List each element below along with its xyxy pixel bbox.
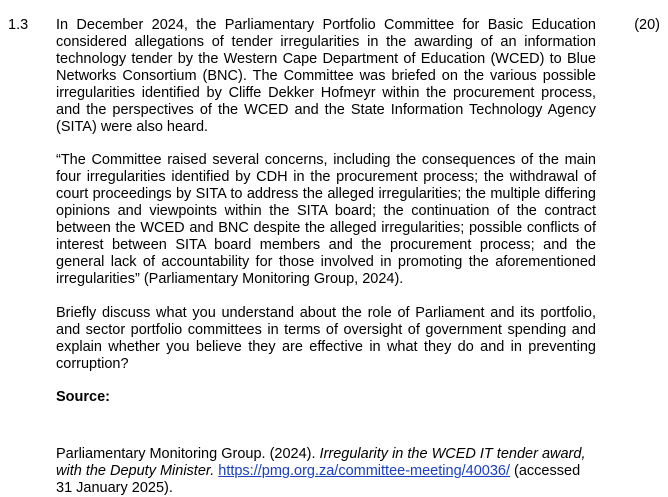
source-reference	[56, 446, 596, 497]
reference-link[interactable]: https://pmg.org.za/committee-meeting/40036/	[218, 463, 511, 479]
quote-paragraph: “The Committee raised several concerns, including the consequences of the main four irregularities identified by CDH in the procurement process; the withdrawal of court proceedings by SITA to address the alleged irregularities; the multiple differing opinions and viewpoints within the SITA board; the continuation of the contract between the WCED and BNC despite the alleged irregularities; possible conflicts of interest between SITA board members and the procurement process; and the general lack of accountability for those involved in promoting the aforementioned irregularities” (Parliamentary Monitoring Group, 2024).	[56, 152, 596, 287]
reference-author: Parliamentary Monitoring Group. (2024).	[56, 446, 320, 462]
question-content	[56, 17, 596, 497]
task-paragraph: Briefly discuss what you understand about the role of Parliament and its portfolio, and sector portfolio committees in terms of oversight of government spending and explain whether you believe they are effective in what they do and in preventing corruption?	[56, 305, 596, 372]
intro-paragraph: In December 2024, the Parliamentary Portfolio Committee for Basic Education considered allegations of tender irregularities in the awarding of an information technology tender by the Western Cape Department of Education (WCED) to Blue Networks Consortium (BNC). The Committee was briefed on the various possible irregularities identified by Cliffe Dekker Hofmeyr within the procurement process, and the perspectives of the WCED and the State Information Technology Agency (SITA) were also heard.	[56, 17, 596, 135]
question-number: 1.3	[8, 17, 29, 33]
question-marks: (20)	[634, 17, 660, 33]
source-label: Source:	[56, 389, 110, 405]
reference-title: Irregularity in the WCED IT tender award, with the Deputy Minister.	[56, 446, 586, 479]
reference-accessed: (accessed 31 January 2025).	[56, 463, 581, 496]
